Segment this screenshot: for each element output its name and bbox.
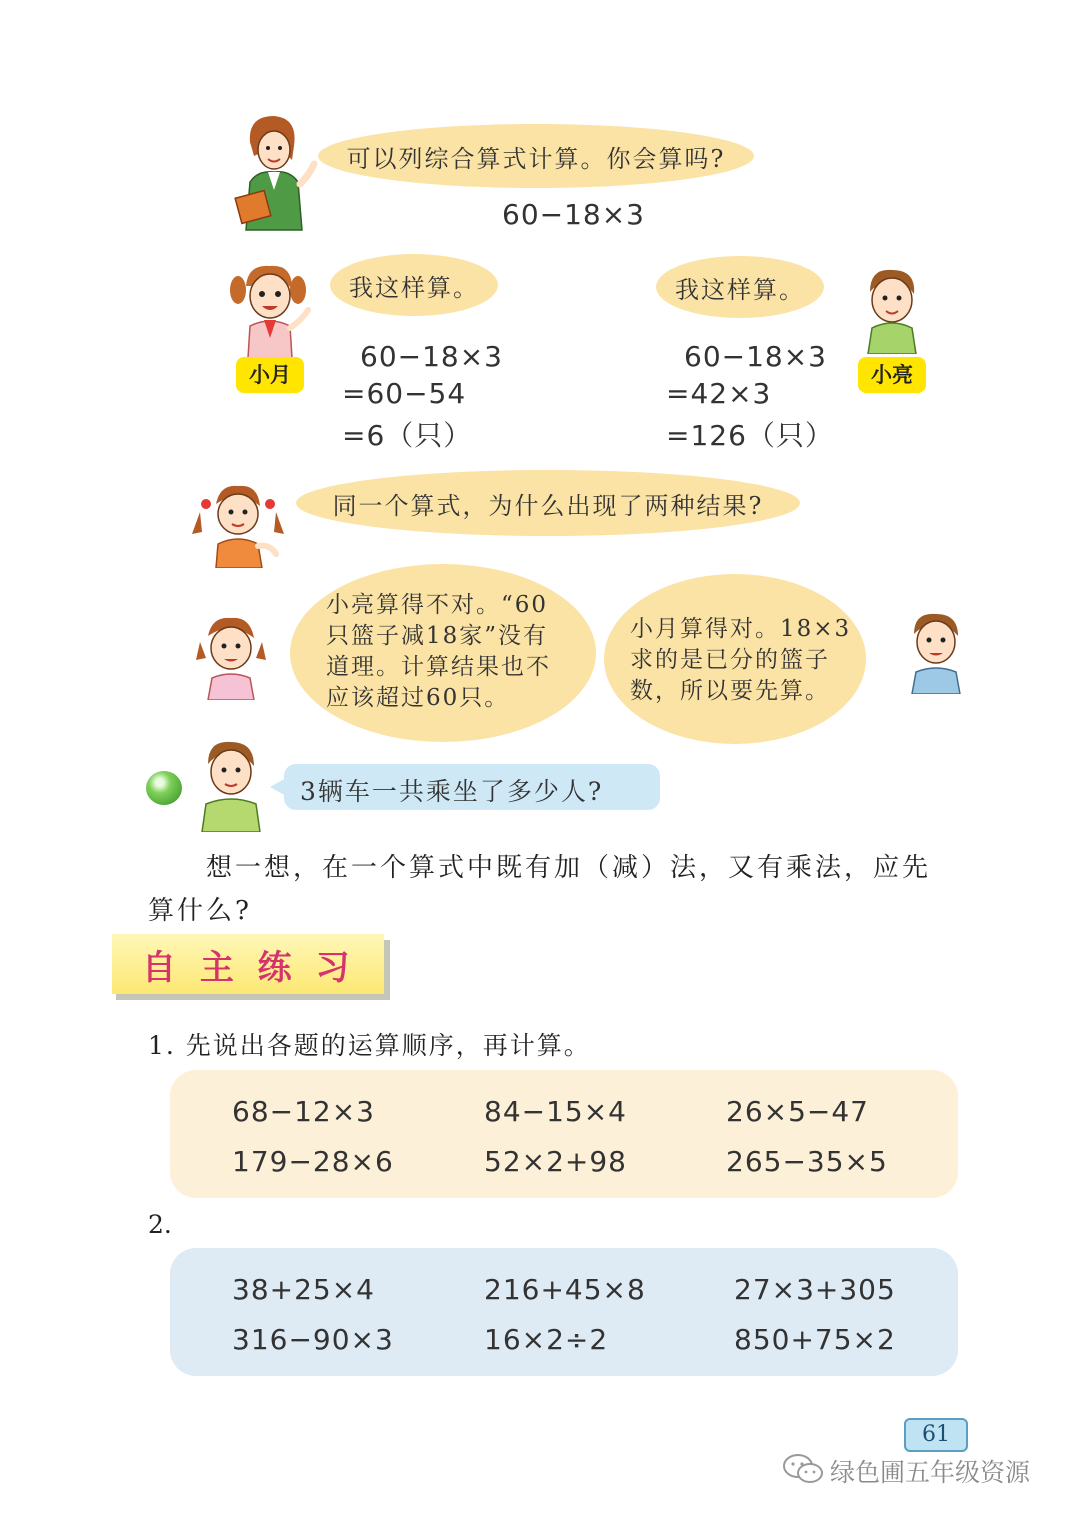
boy-discussion-illustration [904, 610, 968, 694]
ex1-r1-c3: 26×5−47 [726, 1095, 869, 1128]
watermark-text: 绿色圃五年级资源 [830, 1458, 1031, 1487]
xiaoyue-step-2: =60−54 [342, 377, 467, 410]
ex1-r2-c2: 52×2+98 [484, 1145, 627, 1178]
teacher-speech-bubble [318, 124, 754, 188]
left-discussion-line-3: 道理。计算结果也不 [326, 654, 551, 680]
pigtail-girl-illustration [190, 482, 286, 568]
question-speech-bubble [296, 470, 800, 536]
xiaoyue-name-tag: 小月 [236, 357, 304, 393]
left-discussion-line-4: 应该超过60只。 [326, 685, 510, 711]
ex2-r1-c2: 216+45×8 [484, 1273, 646, 1306]
ex2-r2-c2: 16×2÷2 [484, 1323, 609, 1356]
exercise-1-panel [170, 1070, 958, 1198]
prompt-text: 3辆车一共乘坐了多少人? [300, 777, 604, 806]
xiaoliang-speech-text: 我这样算。 [675, 275, 805, 304]
left-discussion-line-2: 只篮子减18家”没有 [326, 623, 549, 649]
ex1-r2-c1: 179−28×6 [232, 1145, 394, 1178]
xiaoyue-speech-text: 我这样算。 [349, 273, 479, 302]
xiaoliang-speech-bubble [656, 256, 824, 318]
xiaoyue-speech-bubble [330, 254, 498, 316]
xiaoliang-name-tag: 小亮 [858, 357, 926, 393]
xiaoliang-step-3: =126（只） [666, 419, 834, 452]
exercise-2-title: 2. [148, 1210, 172, 1239]
girl-discussion-illustration [194, 614, 268, 700]
xiaoyue-illustration [224, 262, 316, 358]
ex2-r2-c3: 850+75×2 [734, 1323, 896, 1356]
ex2-r1-c1: 38+25×4 [232, 1273, 375, 1306]
right-discussion-line-3: 数，所以要先算。 [630, 678, 830, 704]
teacher-illustration [228, 112, 320, 232]
right-discussion-line-2: 求的是已分的篮子 [630, 647, 830, 673]
xiaoliang-step-2: =42×3 [666, 377, 772, 410]
ex2-r2-c1: 316−90×3 [232, 1323, 394, 1356]
exercise-1-title: 1. 先说出各题的运算顺序，再计算。 [148, 1031, 591, 1060]
left-discussion-line-1: 小亮算得不对。“60 [326, 592, 549, 618]
section-header [112, 934, 384, 994]
right-discussion-text [630, 614, 851, 707]
question-speech-text: 同一个算式，为什么出现了两种结果? [332, 491, 764, 520]
teacher-expression: 60−18×3 [502, 198, 645, 231]
xiaoliang-step-1: 60−18×3 [684, 340, 827, 373]
ex1-r1-c1: 68−12×3 [232, 1095, 375, 1128]
ex1-r1-c2: 84−15×4 [484, 1095, 627, 1128]
green-ball-icon [146, 771, 182, 805]
wechat-icon [782, 1452, 824, 1486]
xiaoyue-step-1: 60−18×3 [360, 340, 503, 373]
teacher-speech-text: 可以列综合算式计算。你会算吗? [346, 144, 726, 173]
section-title: 自 主 练 习 [142, 947, 356, 988]
xiaoyue-step-3: =6（只） [342, 419, 473, 452]
think-line-2: 算什么? [148, 896, 252, 926]
page-number: 61 [904, 1418, 968, 1452]
prompt-box-pointer [270, 778, 286, 796]
think-line-1: 想一想，在一个算式中既有加（减）法，又有乘法，应先 [206, 853, 932, 883]
boy-prompt-illustration [196, 738, 266, 832]
ex1-r2-c3: 265−35×5 [726, 1145, 888, 1178]
left-discussion-text [326, 590, 551, 714]
xiaoliang-illustration [856, 266, 928, 354]
right-discussion-line-1: 小月算得对。18×3 [630, 616, 852, 642]
ex2-r1-c3: 27×3+305 [734, 1273, 896, 1306]
exercise-2-panel [170, 1248, 958, 1376]
